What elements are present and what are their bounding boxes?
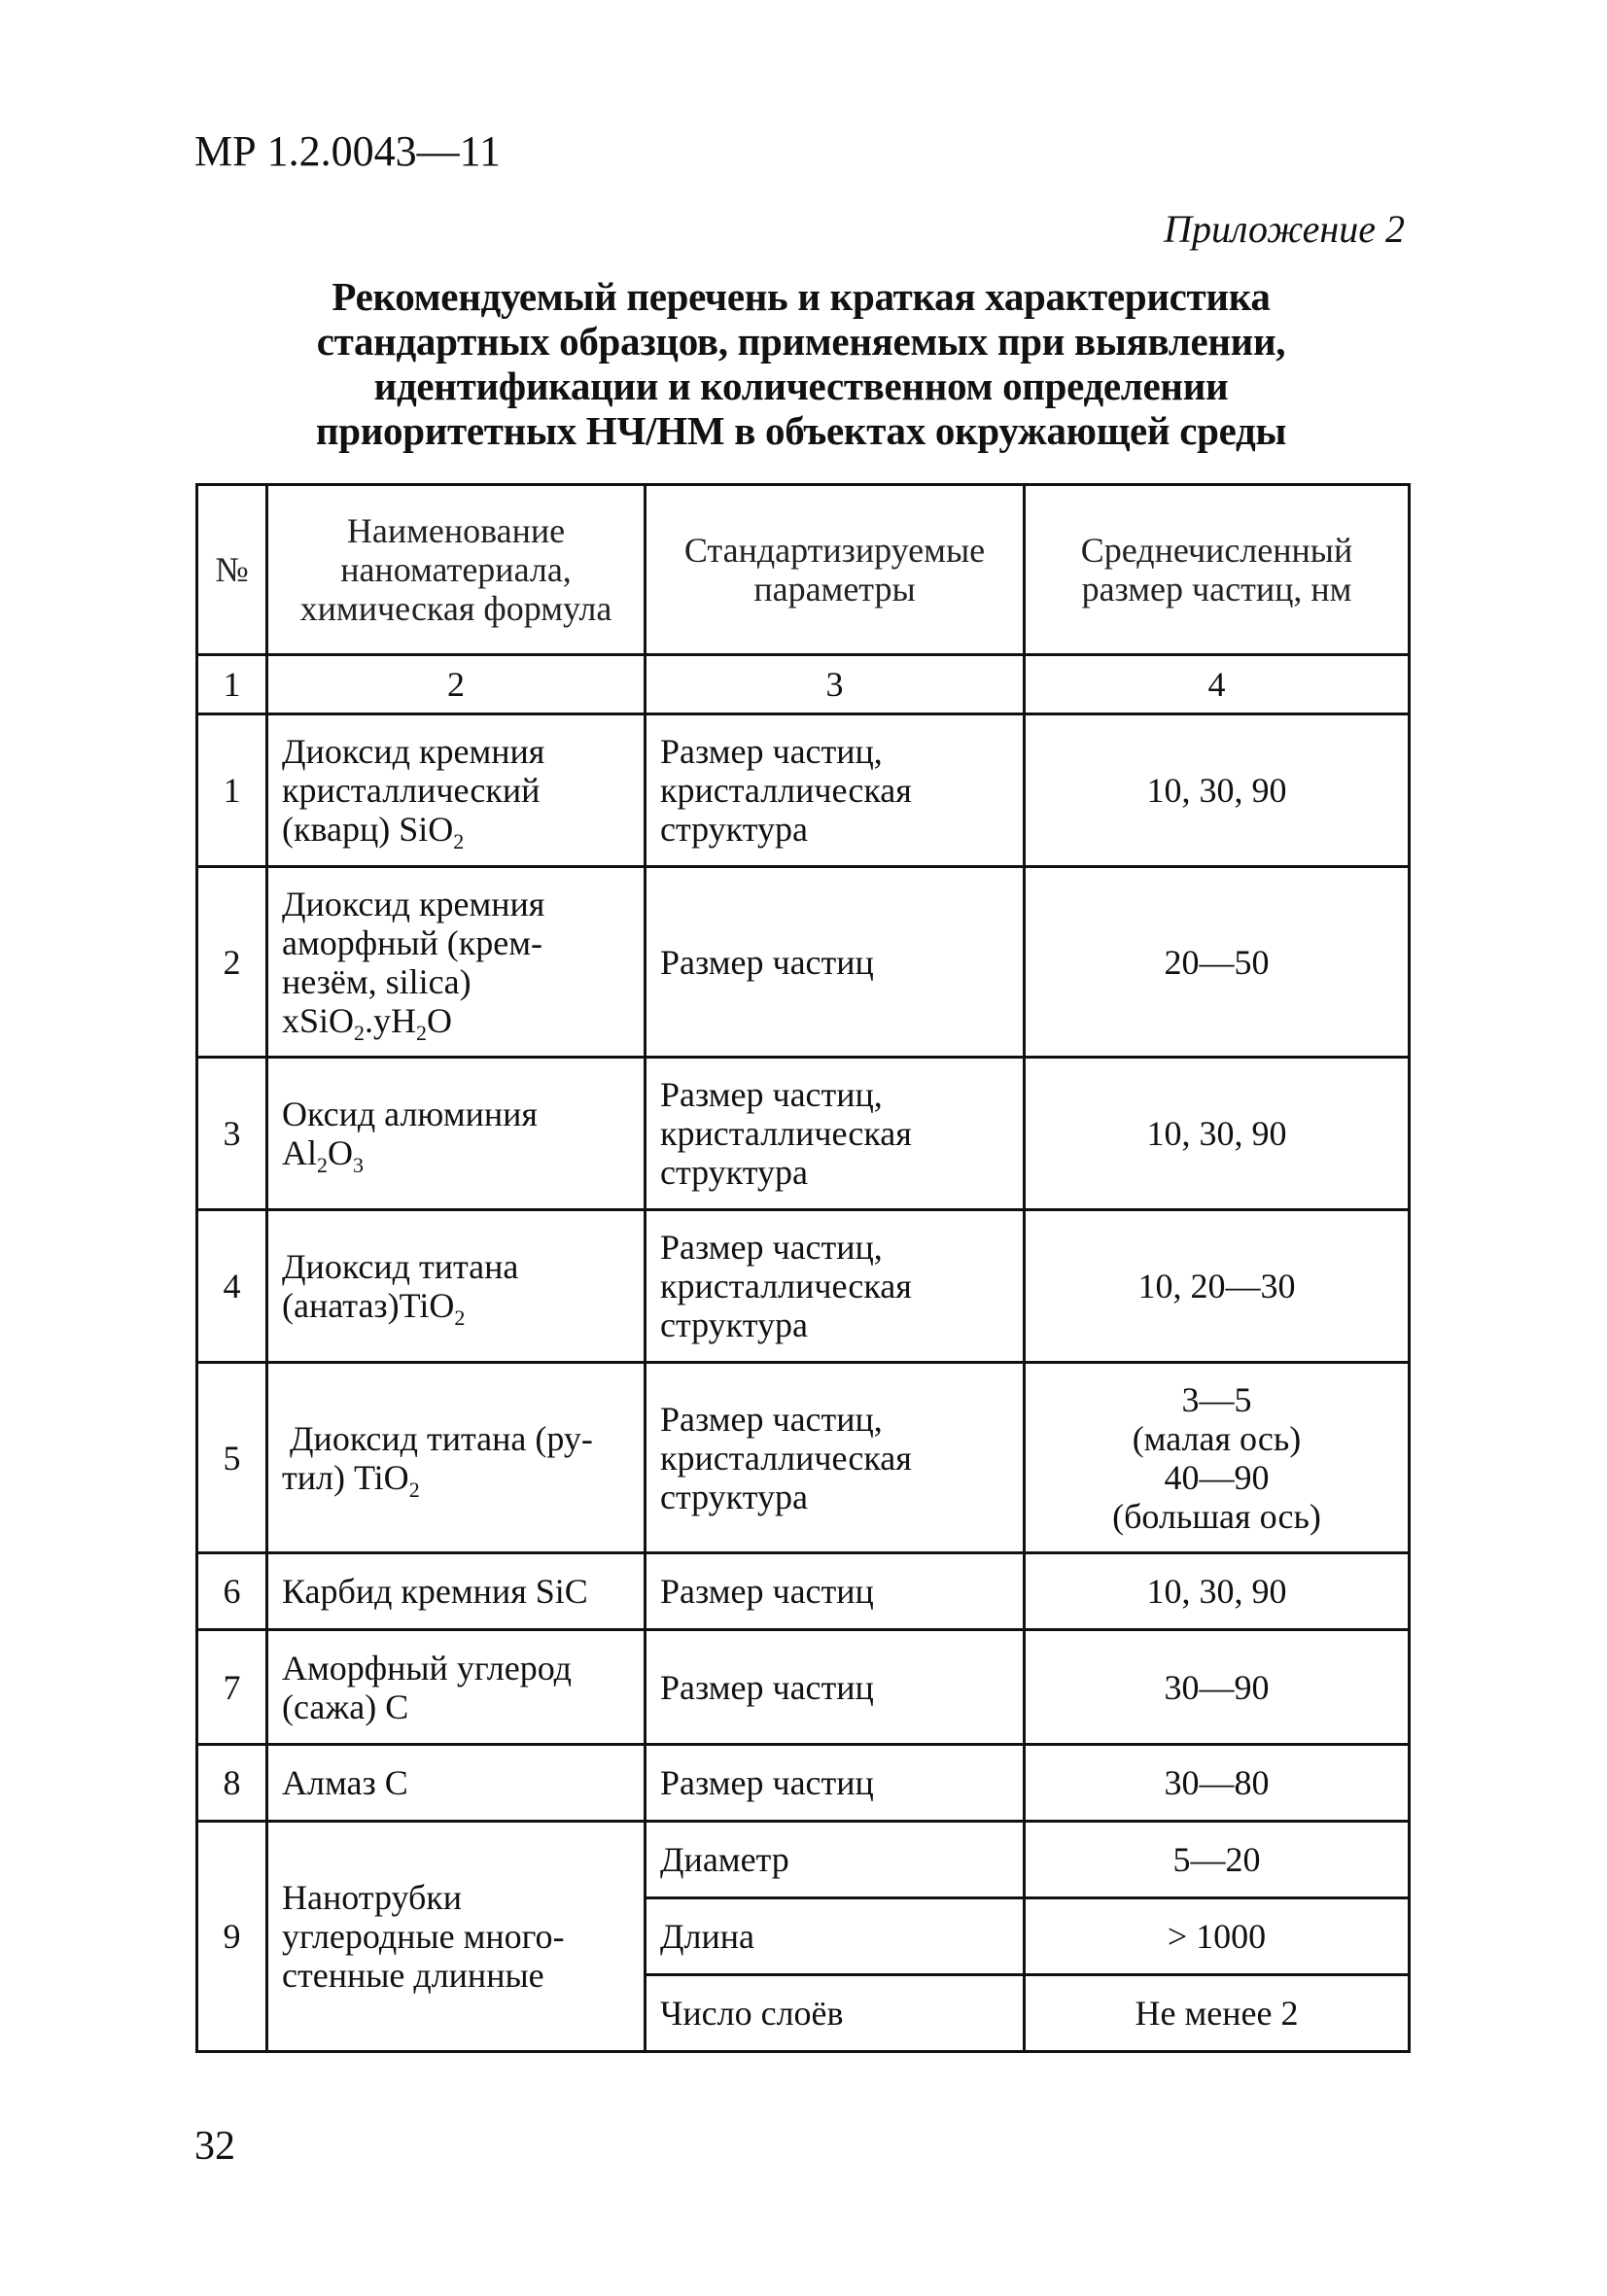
standardized-params: Диаметр xyxy=(646,1822,1025,1898)
row-number: 7 xyxy=(197,1630,267,1745)
header-row xyxy=(197,485,1410,655)
row-number: 8 xyxy=(197,1745,267,1822)
title-line: Рекомендуемый перечень и краткая характеристика xyxy=(332,274,1271,319)
standardized-params: Размер частиц xyxy=(646,1745,1025,1822)
material-name: Карбид кремния SiC xyxy=(267,1553,646,1630)
standardized-params: Размер частиц xyxy=(646,867,1025,1058)
row-number: 4 xyxy=(197,1210,267,1363)
table-row xyxy=(197,714,1410,867)
index-cell: 4 xyxy=(1025,655,1410,714)
row-number: 5 xyxy=(197,1363,267,1553)
row-number: 6 xyxy=(197,1553,267,1630)
index-cell: 1 xyxy=(197,655,267,714)
standardized-params: Длина xyxy=(646,1898,1025,1975)
appendix-label: Приложение 2 xyxy=(1164,207,1405,251)
row-number: 1 xyxy=(197,714,267,867)
table-row xyxy=(197,1363,1410,1553)
particle-size: 20—50 xyxy=(1025,867,1410,1058)
standardized-params: Размер частиц, кристаллическая структура xyxy=(646,1363,1025,1553)
standardized-params: Размер частиц, кристаллическая структура xyxy=(646,714,1025,867)
header-params: Стандартизируемые параметры xyxy=(646,485,1025,655)
title-line: идентификации и количественном определении xyxy=(373,364,1229,408)
table-row xyxy=(197,1058,1410,1210)
standardized-params: Размер частиц, кристаллическая структура xyxy=(646,1058,1025,1210)
index-cell: 2 xyxy=(267,655,646,714)
document-code: МР 1.2.0043—11 xyxy=(194,127,501,175)
table-row xyxy=(197,1210,1410,1363)
title-line: приоритетных НЧ/НМ в объектах окружающей среды xyxy=(315,408,1287,453)
standardized-params: Размер частиц xyxy=(646,1553,1025,1630)
page-number: 32 xyxy=(194,2124,235,2169)
particle-size: > 1000 xyxy=(1025,1898,1410,1975)
title-line: стандартных образцов, применяемых при выявлении, xyxy=(316,319,1286,364)
header-name: Наименование наноматериала, химическая формула xyxy=(267,485,646,655)
particle-size: 3—5 (малая ось) 40—90 (большая ось) xyxy=(1025,1363,1410,1553)
material-name: Диоксид титана (анатаз)TiO$_2$ xyxy=(267,1210,646,1363)
particle-size: Не менее 2 xyxy=(1025,1975,1410,2052)
table-row xyxy=(197,1630,1410,1745)
header-size: Среднечисленный размер частиц, нм xyxy=(1025,485,1410,655)
material-name: Нанотрубки углеродные много- стенные длинные xyxy=(267,1822,646,2052)
particle-size: 5—20 xyxy=(1025,1822,1410,1898)
row-number: 2 xyxy=(197,867,267,1058)
table-title xyxy=(194,274,1408,453)
material-name: Аморфный углерод (сажа) С xyxy=(267,1630,646,1745)
nanomaterials-table xyxy=(195,483,1411,2053)
index-cell: 3 xyxy=(646,655,1025,714)
particle-size: 30—80 xyxy=(1025,1745,1410,1822)
material-name: Диоксид кремния кристаллический (кварц) SiO$_2$ xyxy=(267,714,646,867)
material-name: Диоксид титана (ру- тил) TiO$_2$ xyxy=(267,1363,646,1553)
particle-size: 10, 30, 90 xyxy=(1025,1553,1410,1630)
standardized-params: Число слоёв xyxy=(646,1975,1025,2052)
table-row xyxy=(197,1745,1410,1822)
particle-size: 10, 30, 90 xyxy=(1025,1058,1410,1210)
particle-size: 10, 20—30 xyxy=(1025,1210,1410,1363)
table-row xyxy=(197,867,1410,1058)
particle-size: 10, 30, 90 xyxy=(1025,714,1410,867)
row-number: 3 xyxy=(197,1058,267,1210)
table-row xyxy=(197,1822,1410,1898)
material-name: Алмаз С xyxy=(267,1745,646,1822)
standardized-params: Размер частиц, кристаллическая структура xyxy=(646,1210,1025,1363)
column-index-row xyxy=(197,655,1410,714)
table-row xyxy=(197,1553,1410,1630)
material-name: Оксид алюминия $Al_2O_3$ xyxy=(267,1058,646,1210)
particle-size: 30—90 xyxy=(1025,1630,1410,1745)
header-num: № xyxy=(197,485,267,655)
row-number: 9 xyxy=(197,1822,267,2052)
material-name: Диоксид кремния аморфный (крем- незём, silica) $xSiO_2.yH_2O$ xyxy=(267,867,646,1058)
standardized-params: Размер частиц xyxy=(646,1630,1025,1745)
